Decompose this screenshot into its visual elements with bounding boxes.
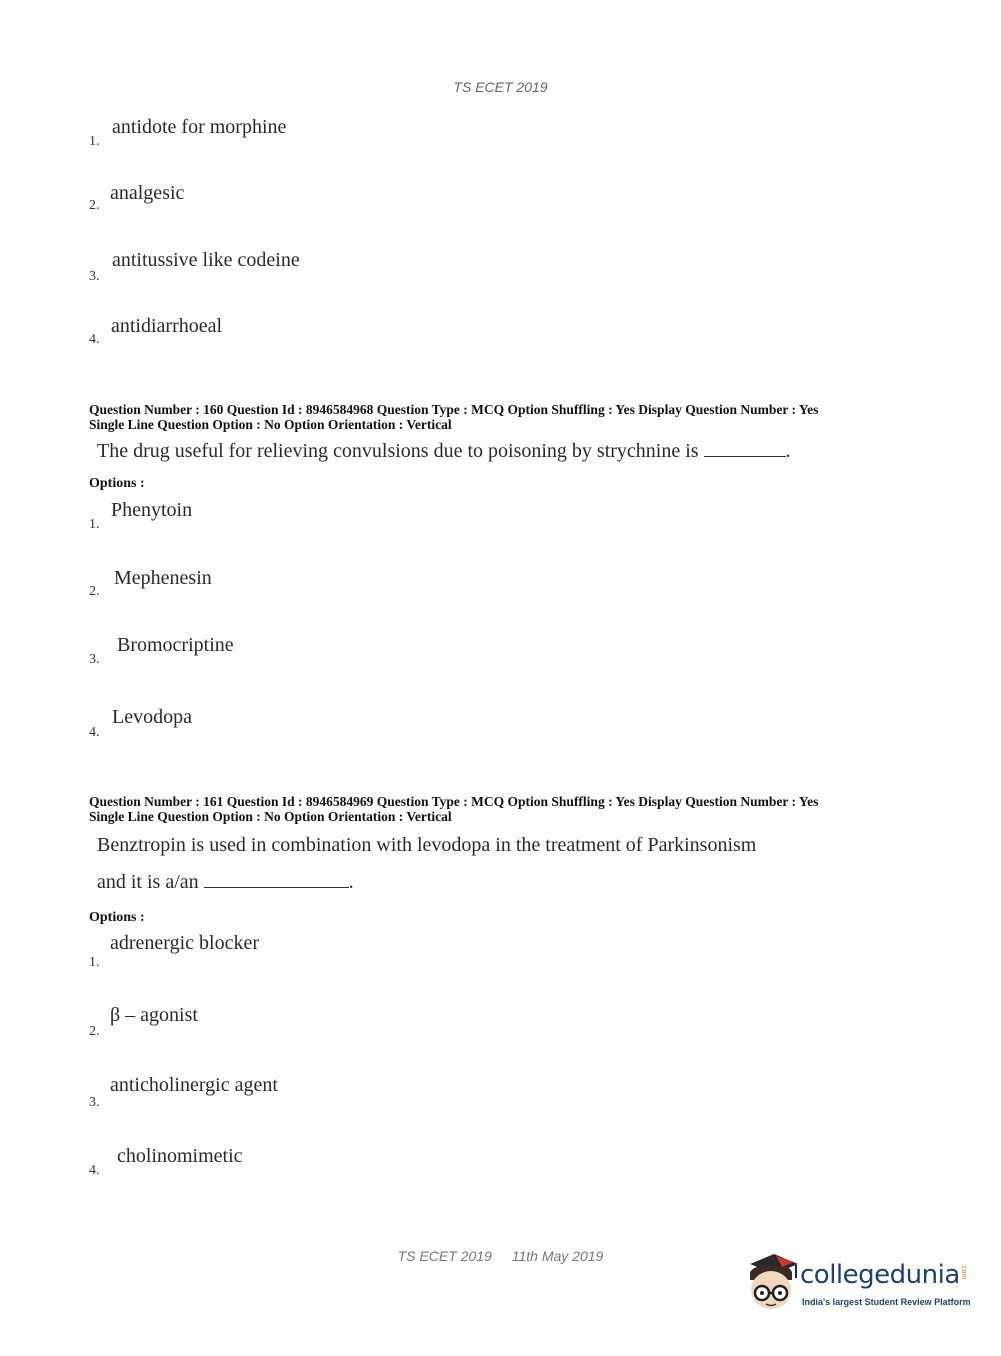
question-meta-line2: Single Line Question Option : No Option Orientation : Vertical xyxy=(89,417,452,432)
question-stem-line2 xyxy=(97,871,354,894)
collegedunia-logo xyxy=(742,1250,972,1316)
question-stem-end: . xyxy=(785,440,791,462)
option-number: 3. xyxy=(89,652,100,667)
option-text: cholinomimetic xyxy=(117,1145,243,1167)
option-text: antitussive like codeine xyxy=(112,249,300,271)
question-stem-line1: Benztropin is used in combination with levodopa in the treatment of Parkinsonism xyxy=(97,834,757,856)
question-stem xyxy=(97,440,791,463)
option-text: Bromocriptine xyxy=(117,634,234,656)
option-number: 2. xyxy=(89,1024,100,1039)
mascot-icon xyxy=(742,1250,800,1316)
option-number: 4. xyxy=(89,725,100,740)
question-meta-line1: Question Number : 160 Question Id : 8946584968 Question Type : MCQ Option Shuffling : Yes Display Question Number : Yes xyxy=(89,402,819,417)
page-header: TS ECET 2019 xyxy=(453,79,548,95)
option-text: β – agonist xyxy=(110,1004,198,1026)
option-number: 3. xyxy=(89,1095,100,1110)
question-stem-end: . xyxy=(348,871,354,893)
option-text: Levodopa xyxy=(112,706,192,728)
option-text: analgesic xyxy=(110,182,185,204)
question-stem-text: and it is a/an xyxy=(97,871,199,893)
options-label: Options : xyxy=(89,910,145,925)
option-text: antidote for morphine xyxy=(112,116,287,138)
option-number: 1. xyxy=(89,134,100,149)
logo-name: collegedunia xyxy=(800,1260,960,1290)
option-number: 1. xyxy=(89,955,100,970)
option-number: 2. xyxy=(89,584,100,599)
question-meta-line2: Single Line Question Option : No Option Orientation : Vertical xyxy=(89,809,452,824)
logo-tagline: India's largest Student Review Platform xyxy=(802,1297,971,1307)
logo-suffix: .com xyxy=(960,1264,967,1280)
footer-exam: TS ECET 2019 xyxy=(397,1248,492,1264)
options-label: Options : xyxy=(89,476,145,491)
option-number: 2. xyxy=(89,198,100,213)
option-text: anticholinergic agent xyxy=(110,1074,278,1096)
footer-date: 11th May 2019 xyxy=(511,1248,604,1264)
option-text: adrenergic blocker xyxy=(110,932,259,954)
option-number: 4. xyxy=(89,1163,100,1178)
answer-blank xyxy=(204,871,349,888)
answer-blank xyxy=(704,440,786,457)
option-text: Phenytoin xyxy=(111,499,193,521)
option-number: 4. xyxy=(89,332,100,347)
option-number: 1. xyxy=(89,517,100,532)
question-stem-text: The drug useful for relieving convulsions due to poisoning by strychnine is xyxy=(97,440,699,462)
question-meta-line1: Question Number : 161 Question Id : 8946584969 Question Type : MCQ Option Shuffling : Yes Display Question Number : Yes xyxy=(89,794,819,809)
option-text: antidiarrhoeal xyxy=(111,315,223,337)
option-number: 3. xyxy=(89,269,100,284)
option-text: Mephenesin xyxy=(114,567,212,589)
